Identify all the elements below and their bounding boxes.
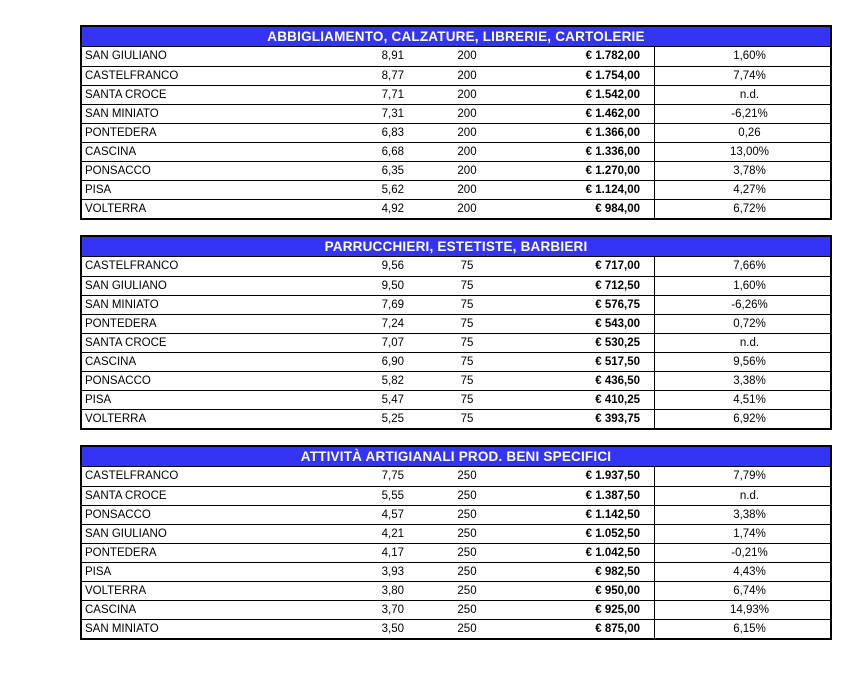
cell-quantity: 200 [457,184,477,196]
table-row [82,180,830,199]
cell-amount-eur: € 875,00 [524,620,655,638]
cell-percent-change: 3,38% [733,375,766,387]
cell-rate-value: 5,62 [381,184,404,196]
cell-municipality: SAN GIULIANO [85,280,167,292]
cell-amount-eur: € 1.142,50 [524,506,655,524]
cell-quantity: 250 [457,623,477,635]
cell-quantity: 75 [460,375,474,387]
cell-municipality: SANTA CROCE [85,490,167,502]
table-row [82,314,830,333]
cell-amount-eur: € 393,75 [524,410,655,428]
cell-percent-change: 7,79% [733,470,766,482]
cell-amount-eur: € 1.387,50 [524,487,655,505]
table-row [82,600,830,619]
table-row [82,257,830,276]
cell-municipality: SANTA CROCE [85,337,167,349]
table-row [82,390,830,409]
cell-municipality: SAN GIULIANO [85,50,167,62]
cell-rate-value: 9,50 [381,280,404,292]
cell-municipality: VOLTERRA [85,585,147,597]
cell-rate-value: 7,71 [381,89,404,101]
cell-municipality: PONSACCO [85,165,151,177]
cell-quantity: 200 [457,108,477,120]
cell-percent-change: 4,27% [733,184,766,196]
cell-rate-value: 4,57 [381,509,404,521]
table-row [82,161,830,180]
category-table [80,25,832,220]
category-table [80,235,832,430]
cell-amount-eur: € 543,00 [524,315,655,333]
cell-percent-change: 1,60% [733,50,766,62]
cell-quantity: 200 [457,50,477,62]
cell-amount-eur: € 1.754,00 [524,67,655,85]
category-table [80,445,832,640]
cell-quantity: 250 [457,528,477,540]
cell-municipality: CASTELFRANCO [85,70,179,82]
cell-amount-eur: € 1.937,50 [524,467,655,486]
table-row [82,199,830,218]
table-row [82,524,830,543]
table-row [82,142,830,161]
cell-rate-value: 8,77 [381,70,404,82]
cell-percent-change: 14,93% [729,604,769,616]
cell-municipality: VOLTERRA [85,413,147,425]
table-row [82,409,830,428]
table-row [82,486,830,505]
cell-amount-eur: € 925,00 [524,601,655,619]
cell-amount-eur: € 1.052,50 [524,525,655,543]
cell-amount-eur: € 1.042,50 [524,544,655,562]
cell-amount-eur: € 1.462,00 [524,105,655,123]
cell-amount-eur: € 530,25 [524,334,655,352]
cell-rate-value: 5,25 [381,413,404,425]
cell-rate-value: 7,07 [381,337,404,349]
cell-municipality: CASTELFRANCO [85,470,179,482]
cell-municipality: PONTEDERA [85,127,157,139]
table-row [82,276,830,295]
cell-municipality: VOLTERRA [85,203,147,215]
cell-amount-eur: € 1.270,00 [524,162,655,180]
table-title: ABBIGLIAMENTO, CALZATURE, LIBRERIE, CARTOLERIE [82,27,830,47]
cell-rate-value: 4,17 [381,547,404,559]
cell-amount-eur: € 1.366,00 [524,124,655,142]
cell-rate-value: 3,80 [381,585,404,597]
cell-rate-value: 6,68 [381,146,404,158]
cell-amount-eur: € 1.124,00 [524,181,655,199]
cell-rate-value: 3,50 [381,623,404,635]
cell-quantity: 200 [457,127,477,139]
cell-rate-value: 6,83 [381,127,404,139]
cell-percent-change: 3,38% [733,509,766,521]
cell-percent-change: 4,43% [733,566,766,578]
cell-rate-value: 4,92 [381,203,404,215]
cell-municipality: PISA [85,394,112,406]
cell-amount-eur: € 576,75 [524,296,655,314]
cell-municipality: CASCINA [85,604,137,616]
cell-municipality: PISA [85,566,112,578]
table-title: PARRUCCHIERI, ESTETISTE, BARBIERI [82,237,830,257]
cell-rate-value: 7,69 [381,299,404,311]
cell-quantity: 75 [460,413,474,425]
cell-amount-eur: € 1.782,00 [524,47,655,66]
cell-quantity: 75 [460,280,474,292]
cell-rate-value: 5,55 [381,490,404,502]
cell-rate-value: 5,82 [381,375,404,387]
cell-percent-change: n.d. [739,337,760,349]
cell-rate-value: 5,47 [381,394,404,406]
cell-municipality: PONSACCO [85,375,151,387]
cell-rate-value: 8,91 [381,50,404,62]
cell-quantity: 75 [460,394,474,406]
cell-municipality: SAN MINIATO [85,623,159,635]
cell-amount-eur: € 982,50 [524,563,655,581]
cell-percent-change: 1,60% [733,280,766,292]
cell-percent-change: 0,72% [733,318,766,330]
cell-quantity: 200 [457,70,477,82]
cell-quantity: 250 [457,566,477,578]
cell-quantity: 200 [457,89,477,101]
cell-amount-eur: € 1.336,00 [524,143,655,161]
cell-rate-value: 7,31 [381,108,404,120]
table-rows [82,47,830,218]
cell-percent-change: 6,15% [733,623,766,635]
table-row [82,123,830,142]
cell-quantity: 250 [457,470,477,482]
cell-rate-value: 7,24 [381,318,404,330]
cell-amount-eur: € 984,00 [524,200,655,218]
table-row [82,505,830,524]
cell-municipality: CASCINA [85,356,137,368]
table-row [82,619,830,638]
table-title: ATTIVITÀ ARTIGIANALI PROD. BENI SPECIFICI [82,447,830,467]
cell-municipality: SANTA CROCE [85,89,167,101]
cell-rate-value: 4,21 [381,528,404,540]
table-row [82,562,830,581]
cell-quantity: 75 [460,356,474,368]
cell-quantity: 200 [457,203,477,215]
cell-quantity: 200 [457,165,477,177]
table-row [82,467,830,486]
cell-municipality: PISA [85,184,112,196]
cell-percent-change: 7,66% [733,260,766,272]
cell-rate-value: 3,70 [381,604,404,616]
cell-rate-value: 6,35 [381,165,404,177]
table-row [82,85,830,104]
cell-amount-eur: € 950,00 [524,582,655,600]
cell-percent-change: n.d. [739,490,760,502]
cell-percent-change: 1,74% [733,528,766,540]
cell-percent-change: 9,56% [733,356,766,368]
cell-municipality: SAN MINIATO [85,299,159,311]
table-row [82,47,830,66]
cell-percent-change: -6,21% [731,108,768,120]
cell-quantity: 250 [457,547,477,559]
cell-municipality: SAN MINIATO [85,108,159,120]
cell-rate-value: 7,75 [381,470,404,482]
cell-quantity: 250 [457,490,477,502]
cell-amount-eur: € 410,25 [524,391,655,409]
cell-percent-change: 7,74% [733,70,766,82]
cell-municipality: SAN GIULIANO [85,528,167,540]
cell-quantity: 250 [457,604,477,616]
table-row [82,352,830,371]
cell-municipality: PONSACCO [85,509,151,521]
table-row [82,581,830,600]
cell-percent-change: 6,72% [733,203,766,215]
cell-amount-eur: € 712,50 [524,277,655,295]
cell-percent-change: -0,21% [731,547,768,559]
cell-municipality: PONTEDERA [85,318,157,330]
cell-rate-value: 3,93 [381,566,404,578]
cell-percent-change: 3,78% [733,165,766,177]
cell-amount-eur: € 1.542,00 [524,86,655,104]
cell-percent-change: 0,26 [738,127,761,139]
cell-percent-change: -6,26% [731,299,768,311]
table-row [82,333,830,352]
cell-quantity: 200 [457,146,477,158]
rates-report [80,25,832,655]
cell-quantity: 75 [460,299,474,311]
table-row [82,543,830,562]
table-row [82,104,830,123]
cell-municipality: CASCINA [85,146,137,158]
cell-rate-value: 9,56 [381,260,404,272]
cell-percent-change: n.d. [739,89,760,101]
cell-quantity: 75 [460,318,474,330]
cell-rate-value: 6,90 [381,356,404,368]
cell-amount-eur: € 717,00 [524,257,655,276]
cell-municipality: PONTEDERA [85,547,157,559]
cell-amount-eur: € 517,50 [524,353,655,371]
table-row [82,295,830,314]
table-row [82,66,830,85]
cell-municipality: CASTELFRANCO [85,260,179,272]
cell-percent-change: 6,92% [733,413,766,425]
cell-quantity: 250 [457,509,477,521]
cell-amount-eur: € 436,50 [524,372,655,390]
cell-quantity: 75 [460,260,474,272]
table-rows [82,257,830,428]
cell-quantity: 75 [460,337,474,349]
cell-percent-change: 13,00% [729,146,769,158]
cell-percent-change: 4,51% [733,394,766,406]
cell-percent-change: 6,74% [733,585,766,597]
table-row [82,371,830,390]
cell-quantity: 250 [457,585,477,597]
table-rows [82,467,830,638]
